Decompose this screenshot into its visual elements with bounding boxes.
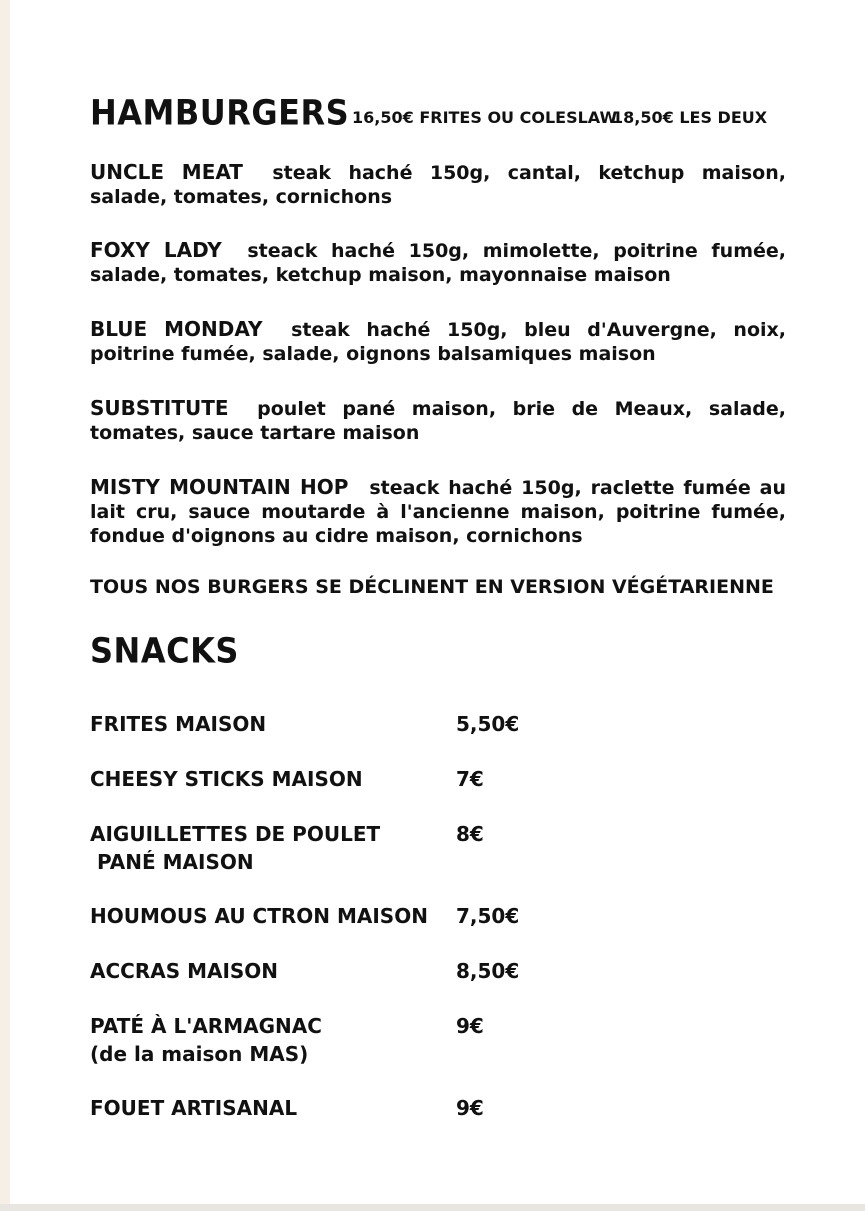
snack-name: FRITES MAISON (90, 712, 267, 736)
snack-name: CHEESY STICKS MAISON (90, 767, 363, 791)
snack-price: 9€ (456, 1014, 484, 1038)
snack-name: FOUET ARTISANAL (90, 1096, 298, 1120)
snack-price: 7,50€ (456, 904, 520, 928)
snack-name: AIGUILLETTES DE POULET (90, 822, 381, 846)
hamburgers-price-option-1: 16,50€ FRITES OU COLESLAW (352, 108, 618, 127)
snack-name-line2: (de la maison MAS) (90, 1042, 309, 1066)
burger-name: BLUE MONDAY (90, 317, 263, 341)
snack-price: 7€ (456, 767, 484, 791)
burger-description: steack haché 150g, mimolette, poitrine fumée, salade, tomates, ketchup maison, mayonnaise maison (90, 240, 786, 286)
burger-description: steak haché 150g, cantal, ketchup maison, salade, tomates, cornichons (90, 162, 786, 208)
bottom-edge (0, 1204, 865, 1211)
snack-price: 9€ (456, 1096, 484, 1120)
burger-item (90, 160, 786, 209)
snack-name: PATÉ À L'ARMAGNAC (90, 1014, 322, 1038)
snack-price: 5,50€ (456, 712, 520, 736)
burger-description: poulet pané maison, brie de Meaux, salade, tomates, sauce tartare maison (90, 398, 786, 444)
burger-item (90, 238, 786, 287)
hamburgers-heading: HAMBURGERS (90, 92, 350, 134)
burger-item (90, 317, 786, 366)
snack-name-line2: PANÉ MAISON (90, 850, 254, 874)
snack-price: 8€ (456, 822, 484, 846)
snack-name: HOUMOUS AU CTRON MAISON (90, 904, 428, 928)
menu-page (10, 0, 865, 1204)
burger-name: SUBSTITUTE (90, 396, 229, 420)
vegetarian-note: TOUS NOS BURGERS SE DÉCLINENT EN VERSION VÉGÉTARIENNE (90, 576, 774, 598)
snacks-heading: SNACKS (90, 630, 239, 672)
burger-name: FOXY LADY (90, 238, 222, 262)
burger-description: steack haché 150g, raclette fumée au lait cru, sauce moutarde à l'ancienne maison, poitrine fumée, fondue d'oignons au cidre maison, cornichons (90, 477, 786, 547)
hamburgers-price-option-2: 18,50€ LES DEUX (612, 108, 768, 127)
burger-name: UNCLE MEAT (90, 160, 243, 184)
burger-name: MISTY MOUNTAIN HOP (90, 475, 349, 499)
burger-item (90, 396, 786, 445)
snack-price: 8,50€ (456, 959, 520, 983)
burger-item (90, 475, 786, 548)
snack-name: ACCRAS MAISON (90, 959, 279, 983)
burger-description: steak haché 150g, bleu d'Auvergne, noix, poitrine fumée, salade, oignons balsamiques maison (90, 319, 786, 365)
